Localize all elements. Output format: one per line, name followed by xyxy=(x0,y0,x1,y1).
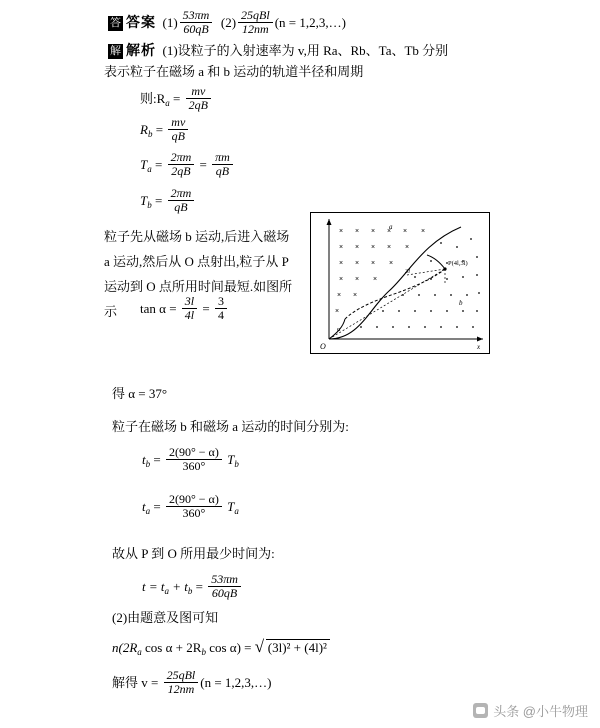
svg-text:×: × xyxy=(372,276,378,283)
equation-ta-time xyxy=(142,494,239,522)
equation-tb-rhs: T xyxy=(227,451,235,467)
equation-Rb-fraction: $\frac{mv}{qB}$ xyxy=(168,116,188,144)
svg-text:×: × xyxy=(370,260,376,267)
equation-Tb-eq: = xyxy=(154,192,163,208)
answer-item2-fraction: $\frac{\text{25qBl}}{12nm}$ xyxy=(238,9,273,37)
equation-t-fraction: $\frac{53\pi m}{60qB}$ xyxy=(208,573,241,601)
answer-line xyxy=(108,10,346,38)
label-alpha: α xyxy=(337,326,341,333)
answer-item1-number: (1) xyxy=(162,14,178,30)
analysis-paragraph: 粒子先从磁场 b 运动,后进入磁场 a 运动,然后从 O 点射出,粒子从 P 运动到 O 点所用时间最短.如图所示 xyxy=(104,229,293,319)
equation-ta-sub: a xyxy=(145,505,151,516)
lower-text-1: 粒子在磁场 b 和磁场 a 运动的时间分别为: xyxy=(112,419,349,434)
diagram-svg xyxy=(311,213,489,353)
equation-tan-alpha xyxy=(140,296,229,324)
answer-item1-fraction: $\frac{53\pi m}{60qB}$ xyxy=(180,9,213,37)
analysis-tag-icon: 解 xyxy=(110,45,121,57)
field-dots xyxy=(360,238,480,328)
equation-Tb-fraction: $\frac{2\pi m}{qB}$ xyxy=(168,187,195,215)
equation-Tb-lhs: T xyxy=(140,192,148,208)
equation-Ra-sub: a xyxy=(165,97,170,108)
svg-text:×: × xyxy=(402,228,408,235)
equation-t-sub2: b xyxy=(187,585,193,596)
label-a: a xyxy=(389,223,393,231)
lower-text-2: 故从 P 到 O 所用最少时间为: xyxy=(112,546,275,561)
svg-text:×: × xyxy=(388,260,394,267)
equation-Rb-sub: b xyxy=(147,128,153,139)
svg-text:×: × xyxy=(370,244,376,251)
equation-n-mid2: cos α) = xyxy=(205,640,252,655)
svg-text:×: × xyxy=(338,260,344,267)
watermark xyxy=(473,701,588,720)
lower-text-3: (2)由题意及图可知 xyxy=(112,610,219,625)
equation-ta-rhs: T xyxy=(227,498,235,514)
equation-tan-fraction-1: $\frac{3l}{4l}$ xyxy=(182,295,197,323)
equation-tb-rhs-sub: b xyxy=(234,458,239,469)
svg-text:×: × xyxy=(338,276,344,283)
equation-Ta-sub: a xyxy=(147,163,152,174)
equation-tb-fraction: $\frac{2(90^\circ - \alpha)}{360^\circ}$ xyxy=(166,446,222,474)
label-x: x xyxy=(477,343,481,351)
equation-Ra-lhs: 则:R xyxy=(140,90,166,106)
physics-diagram xyxy=(310,212,490,354)
analysis-line xyxy=(108,40,448,60)
equation-Rb-lhs: R xyxy=(140,121,148,137)
svg-text:×: × xyxy=(354,244,360,251)
equation-ta-eq: = xyxy=(153,498,161,514)
equation-t-sub1: a xyxy=(164,585,169,596)
watermark-text: 头条 @小牛物理 xyxy=(493,704,588,719)
answer-item2-number: (2) xyxy=(220,14,237,30)
equation-n-sqrt: √ (3l)² + (4l)² xyxy=(255,638,330,656)
equation-t-eq: = xyxy=(195,578,203,594)
toutiao-logo-icon xyxy=(473,703,488,718)
svg-text:×: × xyxy=(354,228,360,235)
equation-tan-lhs: tan α xyxy=(140,300,166,316)
equation-Ra-fraction: $\frac{mv}{2qB}$ xyxy=(186,85,211,113)
equation-Ta xyxy=(140,152,235,180)
analysis-line2: 表示粒子在磁场 a 和 b 运动的轨道半径和周期 xyxy=(104,64,364,79)
equation-v-fraction: $\frac{\text{25qBl}}{12nm}$ xyxy=(164,669,199,697)
svg-text:×: × xyxy=(352,292,358,299)
equation-total-time xyxy=(142,574,243,602)
alpha-result: 得 α = 37° xyxy=(112,386,168,401)
equation-n-relation xyxy=(112,638,330,657)
svg-text:×: × xyxy=(354,260,360,267)
equation-Ra xyxy=(140,86,213,114)
equation-ta-rhs-sub: a xyxy=(234,505,239,516)
equation-v-condition: (n = 1,2,3,…) xyxy=(200,674,272,690)
svg-text:×: × xyxy=(334,308,340,315)
svg-text:×: × xyxy=(354,276,360,283)
svg-text:×: × xyxy=(386,244,392,251)
equation-t-plus: + t xyxy=(172,578,188,594)
equation-n-mid1: cos α + 2R xyxy=(141,640,202,655)
equation-Ta-eq: = xyxy=(154,156,163,172)
label-b: b xyxy=(459,299,463,307)
equation-v-result xyxy=(112,670,272,698)
equation-Rb xyxy=(140,117,190,145)
sqrt-icon: √ xyxy=(254,637,265,656)
equation-tan-fraction-2: $\frac{3}{4}$ xyxy=(215,295,227,323)
equation-Rb-eq: = xyxy=(155,121,164,137)
equation-tan-eq: = xyxy=(169,300,177,316)
analysis-label: 解析 xyxy=(126,44,156,59)
label-3l: 3l xyxy=(405,268,411,275)
label-O: O xyxy=(320,342,326,351)
answer-item2-condition: (n = 1,2,3,…) xyxy=(274,14,346,30)
equation-tb-time xyxy=(142,447,239,475)
answer-tag-icon: 答 xyxy=(110,16,121,29)
equation-Ta-fraction-2: $\frac{\pi m}{qB}$ xyxy=(212,151,233,179)
equation-tan-eq2: = xyxy=(202,300,210,316)
equation-ta-lhs: t xyxy=(142,498,146,514)
equation-Ra-eq: = xyxy=(173,90,181,106)
svg-text:×: × xyxy=(370,228,376,235)
svg-text:×: × xyxy=(336,292,342,299)
svg-text:×: × xyxy=(420,228,426,235)
svg-text:×: × xyxy=(386,228,392,235)
analysis-line1: (1)设粒子的入射速率为 v,用 Ra、Rb、Ta、Tb 分别 xyxy=(162,43,449,58)
equation-Ta-eq2: = xyxy=(199,156,207,172)
answer-label: 答案 xyxy=(126,15,156,31)
equation-Tb xyxy=(140,188,196,216)
equation-v-lhs: 解得 v = xyxy=(112,674,159,690)
equation-n-sub2: b xyxy=(201,647,206,657)
equation-tb-eq: = xyxy=(153,451,161,467)
equation-tb-lhs: t xyxy=(142,451,146,467)
equation-Tb-sub: b xyxy=(147,199,152,210)
equation-Ta-lhs: T xyxy=(140,156,148,172)
equation-t-lhs: t = t xyxy=(142,578,165,594)
equation-tb-sub: b xyxy=(145,458,151,469)
svg-text:×: × xyxy=(404,244,410,251)
svg-text:×: × xyxy=(338,244,344,251)
label-P: P(4l,3l) xyxy=(448,260,468,267)
equation-Ta-fraction-1: $\frac{2\pi m}{2qB}$ xyxy=(168,151,195,179)
equation-n-lhs: n(2R xyxy=(112,640,138,655)
equation-ta-fraction: $\frac{2(90^\circ - \alpha)}{360^\circ}$ xyxy=(166,493,222,521)
equation-n-sub1: a xyxy=(137,647,142,657)
svg-text:×: × xyxy=(338,228,344,235)
